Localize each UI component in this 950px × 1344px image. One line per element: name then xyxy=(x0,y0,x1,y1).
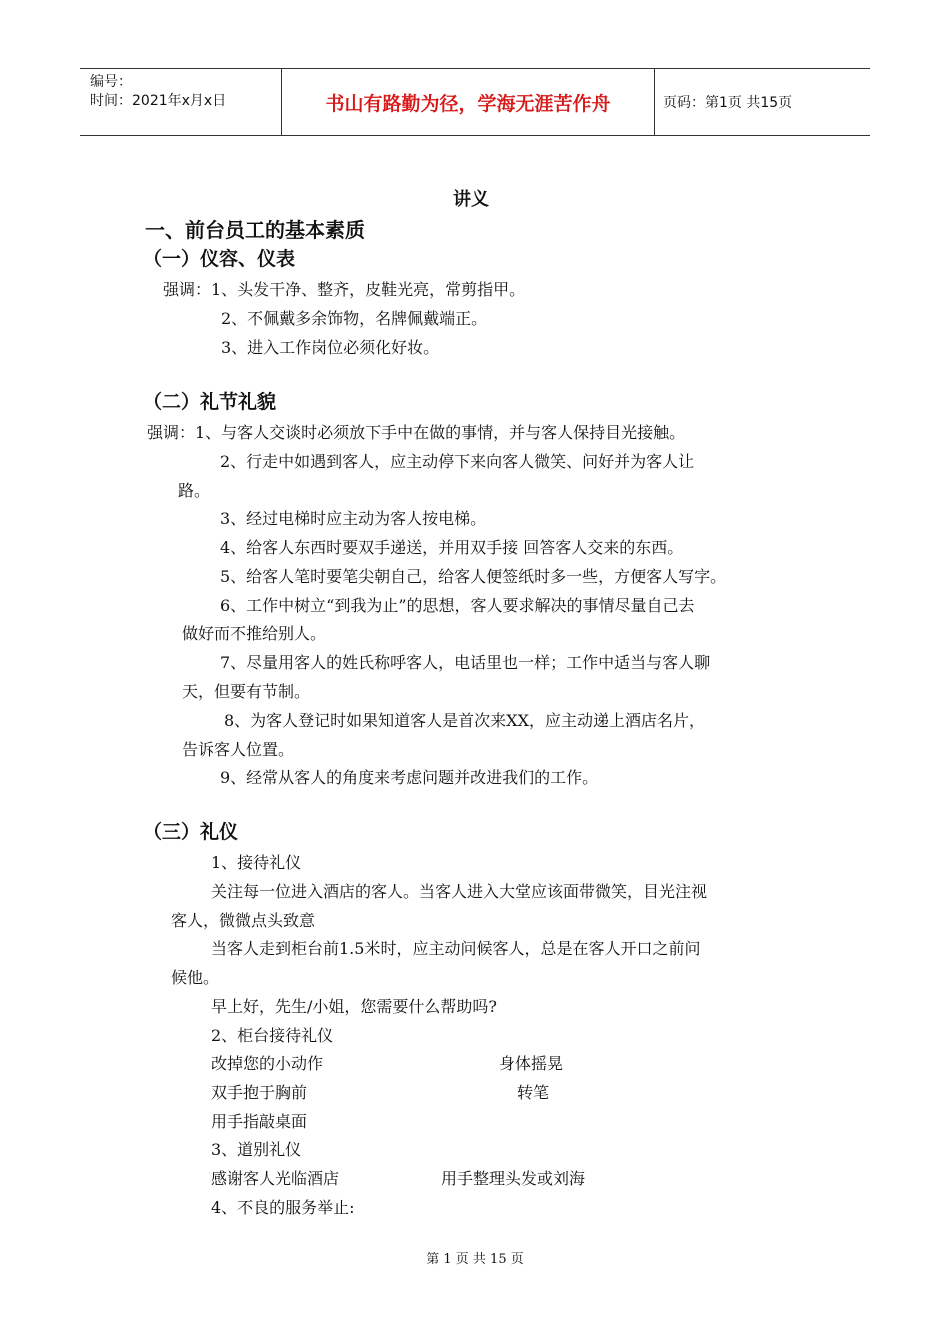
list-item: 7、尽量用客人的姓氏称呼客人，电话里也一样；工作中适当与客人聊 xyxy=(220,653,711,672)
list-item: 2、不佩戴多余饰物，名牌佩戴端正。 xyxy=(221,309,488,328)
list-item: 8、为客人登记时如果知道客人是首次来XX，应主动递上酒店名片， xyxy=(224,711,705,730)
motto: 书山有路勤为径，学海无涯苦作舟 xyxy=(282,69,655,135)
list-item: 用手指敲桌面 xyxy=(211,1112,308,1131)
page-footer: 第 1 页 共 15 页 xyxy=(426,1252,524,1267)
page-number-label: 页码：第1页 共15页 xyxy=(663,95,793,111)
list-item: 2、柜台接待礼仪 xyxy=(211,1026,334,1045)
list-item: 用手整理头发或刘海 xyxy=(441,1169,586,1188)
list-item: 感谢客人光临酒店 xyxy=(211,1169,340,1188)
list-item: 天，但要有节制。 xyxy=(182,682,311,701)
list-item: 4、不良的服务举止: xyxy=(211,1198,355,1217)
list-item: 早上好，先生/小姐，您需要什么帮助吗? xyxy=(211,997,497,1016)
list-item: 6、工作中树立“到我为止”的思想，客人要求解决的事情尽量自己去 xyxy=(220,596,695,615)
list-item: 转笔 xyxy=(517,1083,550,1102)
list-item: 3、经过电梯时应主动为客人按电梯。 xyxy=(220,509,487,528)
list-item: 关注每一位进入酒店的客人。当客人进入大堂应该面带微笑，目光注视 xyxy=(211,882,708,901)
list-item: 候他。 xyxy=(171,968,220,987)
list-item: 1、接待礼仪 xyxy=(211,853,302,872)
date-label: 时间：2021年x月x日 xyxy=(90,93,227,109)
subsection-heading: （一）仪容、仪表 xyxy=(143,248,296,270)
subsection-heading: （三）礼仪 xyxy=(143,821,239,843)
list-item: 5、给客人笔时要笔尖朝自己，给客人便签纸时多一些，方便客人写字。 xyxy=(220,567,727,586)
list-item: 9、经常从客人的角度来考虑问题并改进我们的工作。 xyxy=(220,768,599,787)
list-item: 3、进入工作岗位必须化好妆。 xyxy=(221,338,440,357)
list-item: 客人，微微点头致意 xyxy=(171,911,316,930)
list-item: 改掉您的小动作 xyxy=(211,1054,324,1073)
list-item: 双手抱于胸前 xyxy=(211,1083,308,1102)
list-item: 2、行走中如遇到客人，应主动停下来向客人微笑、问好并为客人让 xyxy=(220,452,695,471)
number-label: 编号： xyxy=(90,74,132,90)
list-item: 强调：1、头发干净、整齐，皮鞋光亮，常剪指甲。 xyxy=(163,280,526,299)
list-item: 强调：1、与客人交谈时必须放下手中在做的事情，并与客人保持目光接触。 xyxy=(147,423,686,442)
list-item: 告诉客人位置。 xyxy=(182,740,295,759)
list-item: 做好而不推给别人。 xyxy=(182,624,327,643)
list-item: 4、给客人东西时要双手递送，并用双手接 回答客人交来的东西。 xyxy=(220,538,684,557)
doc-title: 讲义 xyxy=(453,189,489,210)
list-item: 路。 xyxy=(178,481,211,500)
header-meta xyxy=(80,69,282,135)
list-item: 3、道别礼仪 xyxy=(211,1140,302,1159)
list-item: 当客人走到柜台前1.5米时，应主动问候客人，总是在客人开口之前问 xyxy=(211,939,701,958)
section-heading: 一、前台员工的基本素质 xyxy=(145,218,365,242)
subsection-heading: （二）礼节礼貌 xyxy=(143,391,277,413)
list-item: 身体摇晃 xyxy=(499,1054,564,1073)
page-header xyxy=(80,68,870,136)
